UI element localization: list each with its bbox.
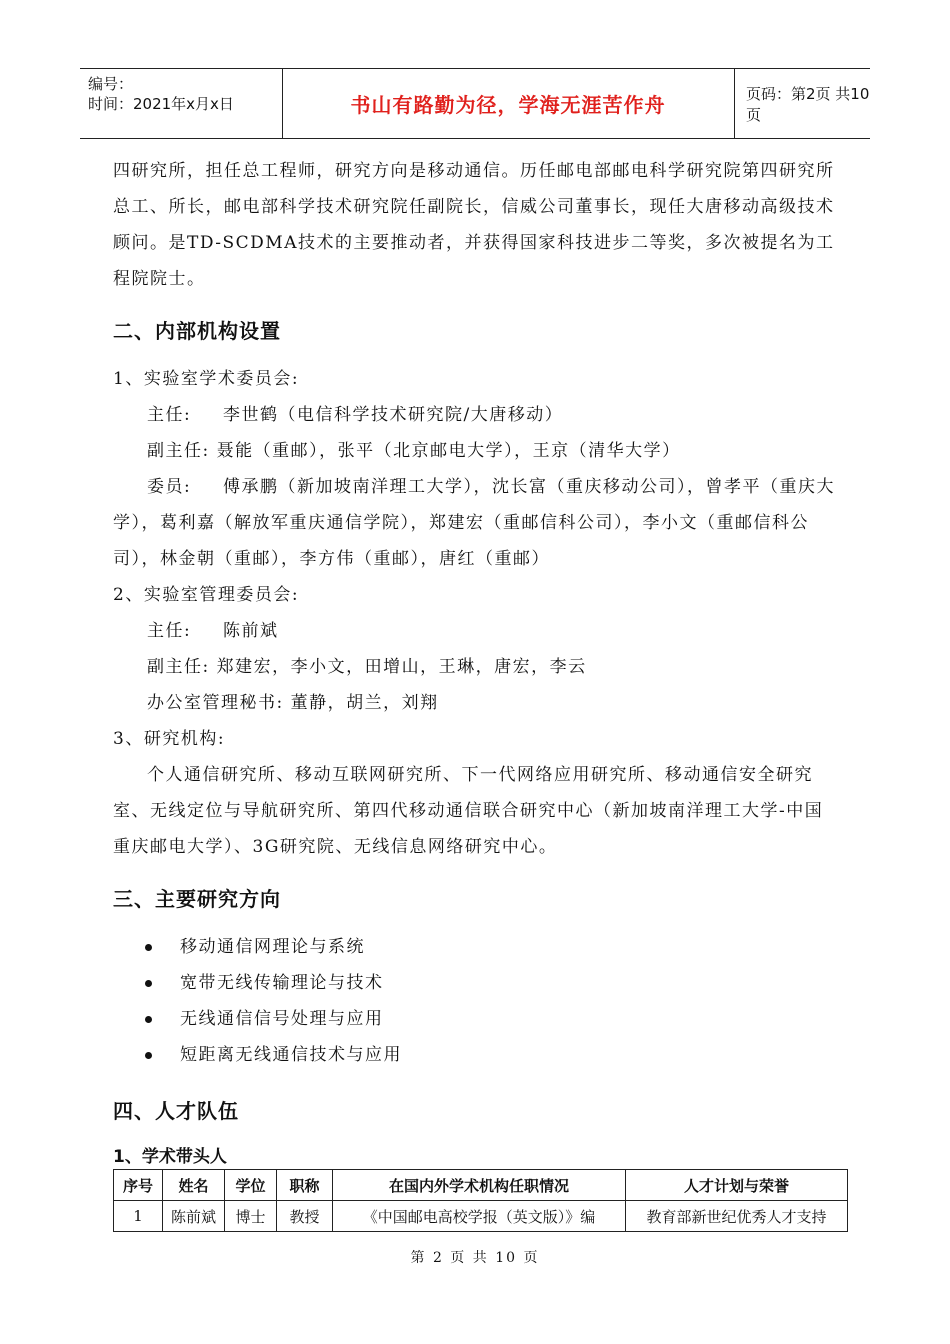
- table-cell: 陈前斌: [163, 1201, 225, 1232]
- academic-members-value: 傅承鹏（新加坡南洋理工大学），沈长富（重庆移动公司），曾孝平（重庆大学），葛利嘉（解放军重庆通信学院），郑建宏（重邮信科公司），李小文（重邮信科公司），林金朝（重邮），李方伟（重邮），唐红（重邮）: [113, 477, 835, 569]
- bullet-icon: [145, 944, 152, 951]
- table-cell: 教育部新世纪优秀人才支持: [626, 1201, 848, 1232]
- academic-committee-heading: 1、实验室学术委员会:: [113, 369, 300, 389]
- management-director-label: 主任:: [147, 621, 192, 641]
- doc-number-label: 编号：: [88, 75, 134, 93]
- table-cell: 教授: [277, 1201, 333, 1232]
- list-item: 移动通信网理论与系统: [143, 929, 838, 965]
- doc-time-label: 时间：2021年x月x日: [88, 95, 234, 113]
- bullet-icon: [145, 980, 152, 987]
- list-item: 无线通信信号处理与应用: [143, 1001, 838, 1037]
- table-header-row: [114, 1170, 848, 1201]
- management-secretary-line: [113, 685, 838, 721]
- section-title-structure: 二、内部机构设置: [113, 319, 281, 343]
- header-motto: 书山有路勤为径，学海无涯苦作舟: [350, 93, 666, 117]
- section-title-talent: 四、人才队伍: [113, 1099, 239, 1123]
- table-cell: 《中国邮电高校学报（英文版）》编: [333, 1201, 626, 1232]
- table-header-cell: 职称: [277, 1170, 333, 1201]
- talent-subheading: 1、学术带头人: [113, 1147, 227, 1167]
- institutes-paragraph: 个人通信研究所、移动互联网研究所、下一代网络应用研究所、移动通信安全研究室、无线定位与导航研究所、第四代移动通信联合研究中心（新加坡南洋理工大学-中国重庆邮电大学）、3G研究院、无线信息网络研究中心。: [113, 765, 824, 857]
- header-meta: [80, 69, 283, 138]
- management-secretary-label: 办公室管理秘书:: [147, 693, 284, 713]
- management-deputy-line: [113, 649, 838, 685]
- academic-members-paragraph: [113, 469, 838, 577]
- academic-deputy-line: [113, 433, 838, 469]
- list-item: 短距离无线通信技术与应用: [143, 1037, 838, 1073]
- table-cell: 1: [114, 1201, 163, 1232]
- bullet-icon: [145, 1052, 152, 1059]
- header-page-cell: [736, 69, 870, 138]
- academic-deputy-label: 副主任:: [147, 441, 210, 461]
- table-header-cell: 在国内外学术机构任职情况: [333, 1170, 626, 1201]
- intro-paragraph: 四研究所，担任总工程师，研究方向是移动通信。历任邮电部邮电科学研究院第四研究所总工、所长，邮电部科学技术研究院任副院长，信威公司董事长，现任大唐移动高级技术顾问。是TD-SCDMA技术的主要推动者，并获得国家科技进步二等奖，多次被提名为工程院院士。: [113, 161, 835, 289]
- table-row: [114, 1201, 848, 1232]
- management-director-line: [113, 613, 838, 649]
- institutes-heading: 3、研究机构:: [113, 729, 226, 749]
- leaders-table: [113, 1169, 848, 1232]
- table-header-cell: 人才计划与荣誉: [626, 1170, 848, 1201]
- academic-director-label: 主任:: [147, 405, 192, 425]
- management-deputy-value: 郑建宏，李小文，田增山，王琳，唐宏，李云: [216, 657, 587, 677]
- table-cell: 博士: [225, 1201, 277, 1232]
- academic-members-label: 委员:: [147, 477, 192, 497]
- table-header-cell: 序号: [114, 1170, 163, 1201]
- header-motto-cell: [282, 69, 735, 138]
- table-header-cell: 姓名: [163, 1170, 225, 1201]
- management-committee-heading: 2、实验室管理委员会:: [113, 585, 300, 605]
- bullet-icon: [145, 1016, 152, 1023]
- page-header: [80, 68, 870, 139]
- header-page-label: 页码：第2页 共10页: [746, 84, 870, 124]
- page-footer: 第 2 页 共 10 页: [410, 1250, 540, 1266]
- management-secretary-value: 董静，胡兰，刘翔: [290, 693, 439, 713]
- management-deputy-label: 副主任:: [147, 657, 210, 677]
- section-title-research: 三、主要研究方向: [113, 887, 281, 911]
- list-item: 宽带无线传输理论与技术: [143, 965, 838, 1001]
- document-body: [113, 153, 838, 1141]
- management-director-value: 陈前斌: [223, 621, 279, 641]
- research-directions-list: [113, 929, 838, 1073]
- table-header-cell: 学位: [225, 1170, 277, 1201]
- academic-director-value: 李世鹤（电信科学技术研究院/大唐移动）: [223, 405, 564, 425]
- academic-director-line: [113, 397, 838, 433]
- academic-deputy-value: 聂能（重邮），张平（北京邮电大学），王京（清华大学）: [216, 441, 681, 461]
